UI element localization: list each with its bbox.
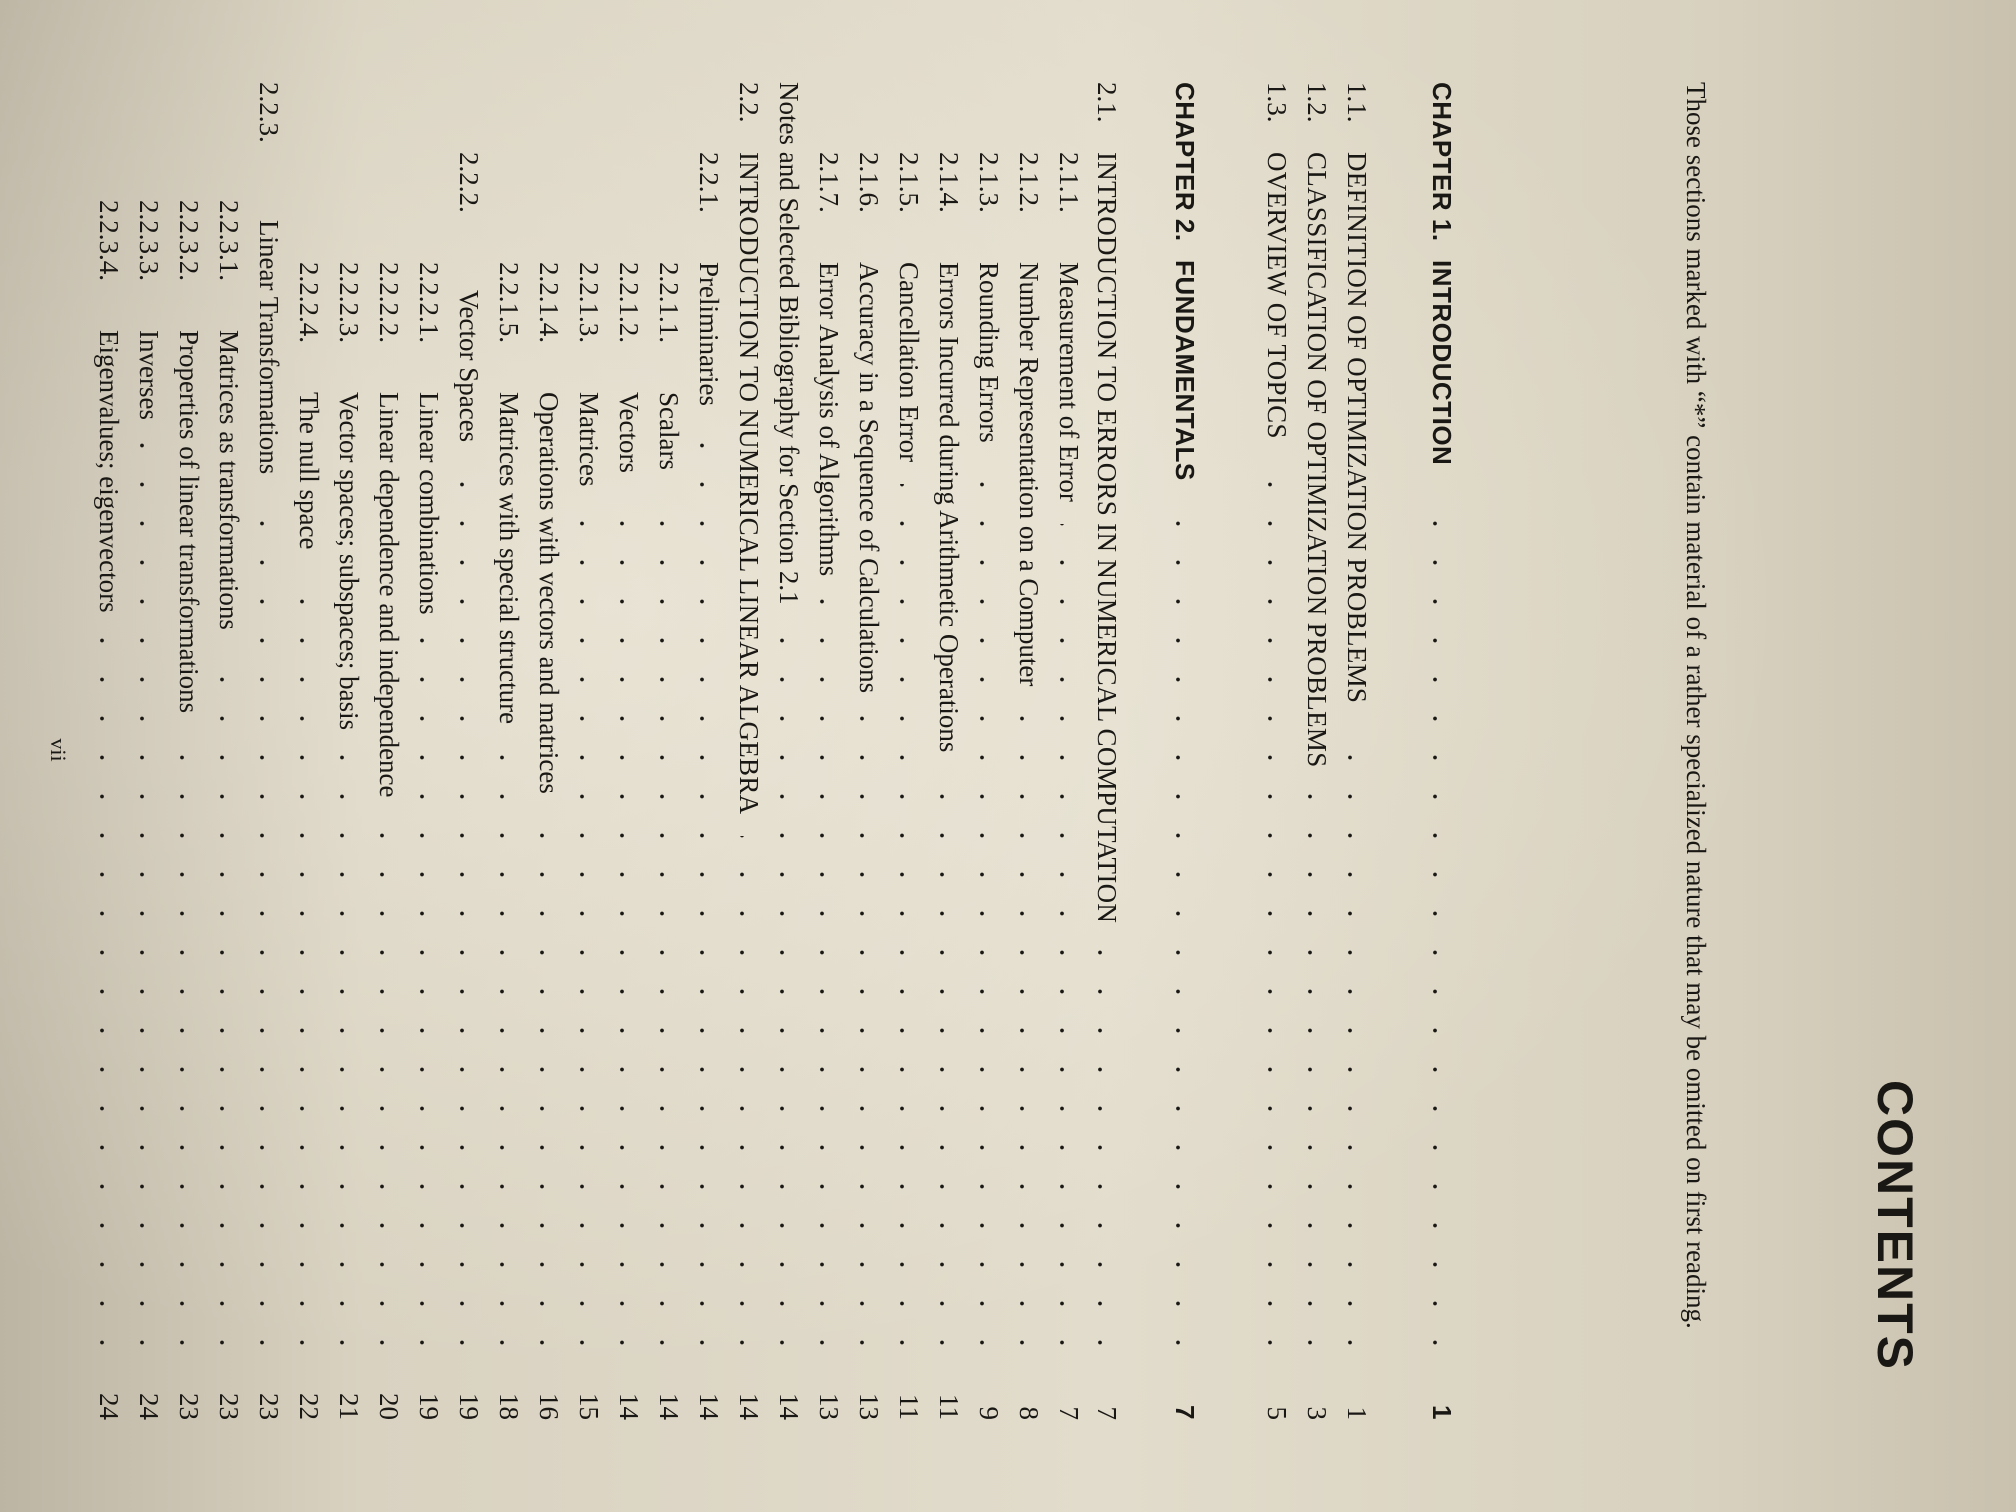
toc-entry-number: 2.2.2.1. <box>414 262 444 343</box>
toc-entry-title: The null space <box>294 392 324 550</box>
toc-entry-page: 20 <box>374 1393 404 1420</box>
toc-entry-title: Errors Incurred during Arithmetic Operations <box>934 262 964 753</box>
toc-entry-title: Linear Transformations <box>254 220 284 475</box>
page-number-folio: vii <box>46 738 71 762</box>
toc-entry-row <box>170 0 208 1512</box>
toc-entry-page: 23 <box>174 1393 204 1420</box>
toc-entry-page: 21 <box>334 1393 364 1420</box>
toc-entry-number: 2.2.2.2. <box>374 262 404 343</box>
toc-entry-row <box>90 0 128 1512</box>
toc-entry-title: Number Representation on a Computer <box>1014 262 1044 687</box>
toc-entry-number: 2.2.3.4. <box>94 200 124 281</box>
toc-entry-page: 23 <box>214 1393 244 1420</box>
toc-entry-page: 1 <box>1342 1406 1372 1420</box>
toc-entry-page: 14 <box>694 1393 724 1420</box>
toc-entry-row <box>1298 0 1336 1512</box>
toc-entry-row <box>490 0 528 1512</box>
toc-entry-number: 2.2.3. <box>254 82 284 143</box>
dot-leader <box>500 746 504 1362</box>
toc-entry-number: 2.2.2.4. <box>294 262 324 343</box>
dot-leader <box>820 598 824 1362</box>
toc-entry-title: INTRODUCTION TO ERRORS IN NUMERICAL COMPUTATION <box>1092 152 1122 924</box>
toc-chapter-row <box>1166 0 1204 1512</box>
toc-entry-row <box>1088 0 1126 1512</box>
toc-entry-title: Error Analysis of Algorithms <box>814 262 844 577</box>
toc-entry-number: 2.2.1.3. <box>574 262 604 343</box>
dot-leader <box>1268 461 1272 1362</box>
dot-leader <box>1433 487 1437 1362</box>
toc-entry-number: 2.2.3.2. <box>174 200 204 281</box>
toc-entry-title: Measurement of Error <box>1054 262 1084 502</box>
toc-entry-title: Properties of linear transformations <box>174 330 204 714</box>
dot-leader <box>620 495 624 1362</box>
dot-leader <box>900 484 904 1362</box>
dot-leader <box>460 464 464 1362</box>
toc-entry-number: 2.2.3.3. <box>134 200 164 281</box>
toc-entry-page: 7 <box>1170 1405 1200 1420</box>
toc-entry-number: 1.2. <box>1302 82 1332 123</box>
toc-chapter-row <box>1423 0 1461 1512</box>
toc-entry-number: CHAPTER 1. <box>1427 82 1457 242</box>
toc-entry-title: Vector spaces; subspaces; basis <box>334 392 364 731</box>
toc-entry-number: 2.1.1. <box>1054 152 1084 213</box>
toc-entry-page: 14 <box>734 1393 764 1420</box>
toc-entry-row <box>370 0 408 1512</box>
toc-entry-row <box>330 0 368 1512</box>
dot-leader <box>860 715 864 1362</box>
toc-entry-row <box>1010 0 1048 1512</box>
dot-leader <box>980 465 984 1362</box>
toc-entry-page: 5 <box>1262 1406 1292 1420</box>
toc-entry-number: 2.2.1.4. <box>534 262 564 343</box>
dot-leader <box>420 637 424 1362</box>
toc-entry-title: FUNDAMENTALS <box>1170 260 1200 481</box>
dot-leader <box>140 442 144 1362</box>
toc-entry-page: 11 <box>894 1394 924 1420</box>
toc-entry-number: 2.1.7. <box>814 152 844 213</box>
dot-leader <box>100 635 104 1362</box>
toc-entry-number: 2.2.3.1. <box>214 200 244 281</box>
toc-entry-page: 7 <box>1092 1406 1122 1420</box>
toc-entry-number: 2.2.1. <box>694 152 724 213</box>
toc-entry-number: CHAPTER 2. <box>1170 82 1200 242</box>
toc-entry-page: 14 <box>614 1393 644 1420</box>
dot-leader <box>380 820 384 1362</box>
toc-entry-number: 2.1. <box>1092 82 1122 123</box>
toc-entry-title: INTRODUCTION <box>1427 260 1457 466</box>
toc-entry-title: Notes and Selected Bibliography for Section 2.1 <box>774 82 804 605</box>
toc-entry-number: 1.1. <box>1342 82 1372 123</box>
toc-entry-number: 1.3. <box>1262 82 1292 123</box>
toc-entry-page: 15 <box>574 1393 604 1420</box>
toc-entry-page: 24 <box>134 1393 164 1420</box>
toc-entry-title: Cancellation Error <box>894 262 924 463</box>
toc-entry-title: CLASSIFICATION OF OPTIMIZATION PROBLEMS <box>1302 152 1332 768</box>
toc-entry-title: DEFINITION OF OPTIMIZATION PROBLEMS <box>1342 152 1372 704</box>
toc-entry-page: 13 <box>814 1393 844 1420</box>
toc-entry-page: 11 <box>934 1394 964 1420</box>
toc-entry-row <box>890 0 928 1512</box>
toc-entry-page: 8 <box>1014 1406 1044 1420</box>
toc-entry-title: Eigenvalues; eigenvectors <box>94 330 124 613</box>
toc-entry-page: 3 <box>1302 1406 1332 1420</box>
dot-leader <box>740 836 744 1362</box>
toc-entry-row <box>930 0 968 1512</box>
toc-entry-title: Scalars <box>654 392 684 470</box>
toc-entry-page: 18 <box>494 1393 524 1420</box>
toc-entry-page: 19 <box>454 1393 484 1420</box>
toc-entry-row <box>730 0 768 1512</box>
toc-entry-number: 2.1.5. <box>894 152 924 213</box>
toc-entry-title: Operations with vectors and matrices <box>534 392 564 794</box>
toc-entry-row <box>130 0 168 1512</box>
toc-entry-row <box>410 0 448 1512</box>
toc-entry-page: 16 <box>534 1393 564 1420</box>
toc-entry-page: 22 <box>294 1393 324 1420</box>
toc-entry-number: 2.1.2. <box>1014 152 1044 213</box>
toc-entry-row <box>250 0 288 1512</box>
toc-entry-page: 13 <box>854 1393 884 1420</box>
toc-entry-number: 2.1.3. <box>974 152 1004 213</box>
toc-entry-row <box>570 0 608 1512</box>
toc-entry-row <box>1338 0 1376 1512</box>
toc-entry-row <box>1258 0 1296 1512</box>
toc-entry-row <box>970 0 1008 1512</box>
page-heading: CONTENTS <box>1867 1080 1923 1371</box>
toc-entry-title: Vector Spaces <box>454 290 484 443</box>
dot-leader <box>1348 725 1352 1362</box>
toc-entry-title: Vectors <box>614 392 644 473</box>
dot-leader <box>300 571 304 1362</box>
dot-leader <box>1308 790 1312 1362</box>
toc-entry-title: Rounding Errors <box>974 262 1004 443</box>
toc-entry-title: Linear combinations <box>414 392 444 615</box>
dot-leader <box>660 492 664 1362</box>
toc-entry-row <box>530 0 568 1512</box>
toc-entry-title: Matrices with special structure <box>494 392 524 725</box>
toc-entry-page: 14 <box>654 1393 684 1420</box>
toc-entry-number: 2.2. <box>734 82 764 123</box>
toc-entry-number: 2.2.2.3. <box>334 262 364 343</box>
toc-entry-title: Inverses <box>134 330 164 420</box>
dot-leader <box>220 652 224 1362</box>
toc-entry-page: 23 <box>254 1393 284 1420</box>
toc-entry-number: 2.2.1.5. <box>494 262 524 343</box>
dot-leader <box>1020 708 1024 1362</box>
toc-entry-number: 2.1.6. <box>854 152 884 213</box>
dot-leader <box>1098 945 1102 1362</box>
dot-leader <box>580 508 584 1362</box>
toc-entry-row <box>850 0 888 1512</box>
toc-entry-page: 1 <box>1427 1405 1457 1420</box>
toc-entry-row <box>810 0 848 1512</box>
dot-leader <box>780 627 784 1362</box>
toc-entry-row <box>450 0 488 1512</box>
toc-entry-row <box>770 0 808 1512</box>
toc-entry-row <box>210 0 248 1512</box>
toc-entry-title: Preliminaries <box>694 262 724 406</box>
toc-entry-title: INTRODUCTION TO NUMERICAL LINEAR ALGEBRA <box>734 152 764 815</box>
toc-entry-page: 9 <box>974 1406 1004 1420</box>
toc-entry-page: 24 <box>94 1393 124 1420</box>
dot-leader <box>180 735 184 1362</box>
toc-entry-title: Linear dependence and independence <box>374 392 404 798</box>
intro-note: Those sections marked with “*” contain material of a rather specialized nature that may be omitted on first reading. <box>1681 82 1711 1329</box>
toc-entry-page: 7 <box>1054 1406 1084 1420</box>
toc-entry-page: 19 <box>414 1393 444 1420</box>
dot-leader <box>340 752 344 1362</box>
toc-entry-number: 2.2.2. <box>454 152 484 213</box>
dot-leader <box>1176 503 1180 1362</box>
toc-entry-number: 2.2.1.1. <box>654 262 684 343</box>
toc-entry-title: Matrices as transformations <box>214 330 244 630</box>
toc-entry-row <box>690 0 728 1512</box>
dot-leader <box>1060 524 1064 1362</box>
toc-entry-row <box>650 0 688 1512</box>
dot-leader <box>540 816 544 1362</box>
toc-entry-title: Accuracy in a Sequence of Calculations <box>854 262 884 694</box>
dot-leader <box>940 774 944 1362</box>
toc-entry-page: 14 <box>774 1393 804 1420</box>
toc-entry-row <box>1050 0 1088 1512</box>
toc-entry-row <box>290 0 328 1512</box>
dot-leader <box>700 428 704 1362</box>
toc-entry-row <box>610 0 648 1512</box>
toc-entry-title: Matrices <box>574 392 604 487</box>
toc-entry-number: 2.2.1.2. <box>614 262 644 343</box>
toc-entry-number: 2.1.4. <box>934 152 964 213</box>
toc-entry-title: OVERVIEW OF TOPICS <box>1262 152 1292 439</box>
dot-leader <box>260 496 264 1362</box>
